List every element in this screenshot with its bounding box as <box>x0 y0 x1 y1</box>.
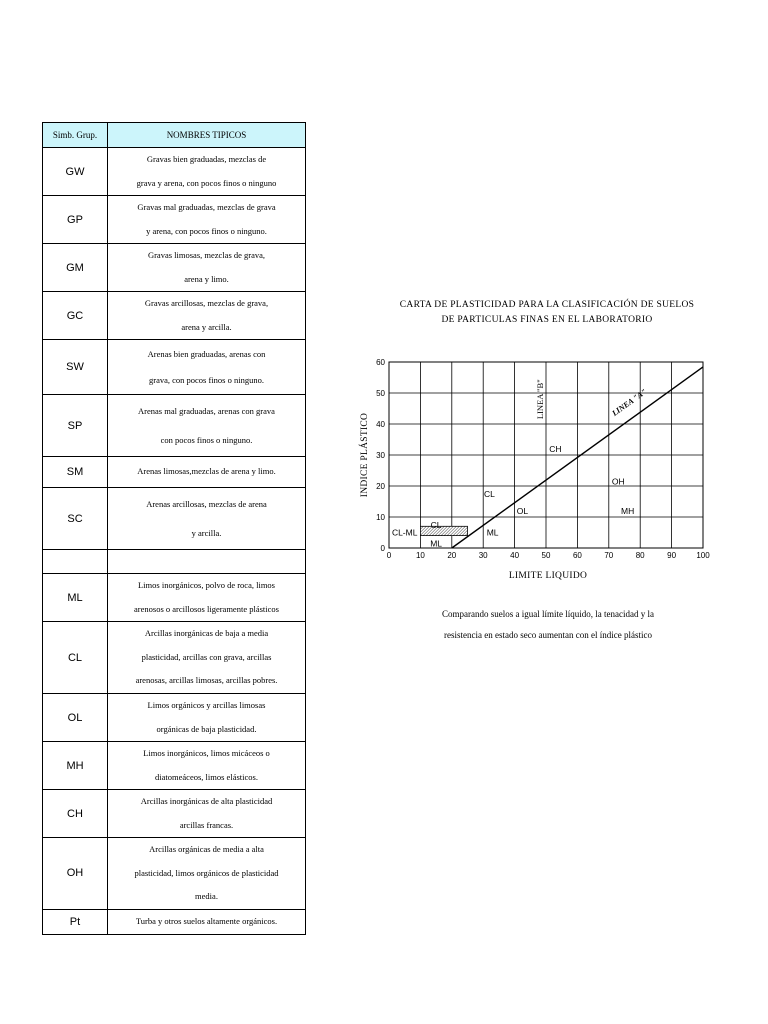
row-description <box>108 574 306 622</box>
desc-line: arena y limo. <box>184 273 229 284</box>
desc-line: con pocos finos o ninguno. <box>160 434 253 445</box>
table-row <box>43 196 306 244</box>
y-tick-label: 0 <box>380 544 385 553</box>
row-symbol: Pt <box>43 909 108 934</box>
line-b-label: LINEA "B" <box>535 379 545 420</box>
row-description <box>108 550 306 574</box>
desc-line: Arenas arcillosas, mezclas de arena <box>146 498 267 509</box>
desc-line: arcillas francas. <box>179 819 234 830</box>
desc-line: Limos inorgánicos, limos micáceos o <box>143 748 270 758</box>
row-description <box>108 622 306 694</box>
row-symbol: MH <box>43 742 108 790</box>
x-tick-label: 30 <box>478 551 488 560</box>
region-label: OH <box>611 476 625 487</box>
row-symbol: GW <box>43 148 108 196</box>
table-row <box>43 790 306 838</box>
y-tick-label: 40 <box>376 420 385 429</box>
row-description <box>108 340 306 395</box>
desc-line: y arcilla. <box>191 527 222 538</box>
x-tick-label: 40 <box>510 551 520 560</box>
row-description <box>108 742 306 790</box>
table-row <box>43 742 306 790</box>
table-row <box>43 395 306 457</box>
row-description <box>108 488 306 550</box>
table-row <box>43 909 306 934</box>
desc-line: media. <box>195 891 218 901</box>
x-tick-label: 20 <box>447 551 457 560</box>
row-description <box>108 244 306 292</box>
table-row <box>43 148 306 196</box>
chart-title-line: CARTA DE PLASTICIDAD PARA LA CLASIFICACIÓN DE SUELOS <box>399 300 695 310</box>
desc-line: arenosos o arcillosos ligeramente plásticos <box>134 603 279 614</box>
table-row <box>43 244 306 292</box>
region-label: CL <box>484 488 495 499</box>
row-symbol: OH <box>43 838 108 910</box>
table-row <box>43 488 306 550</box>
x-tick-label: 60 <box>572 551 582 560</box>
desc-line: plasticidad, arcillas con grava, arcillas <box>141 651 272 662</box>
row-symbol: GM <box>43 244 108 292</box>
desc-line: diatomeáceos, limos elásticos. <box>155 771 258 782</box>
table-row <box>43 340 306 395</box>
chart-title <box>380 298 714 328</box>
table-row <box>43 622 306 694</box>
desc-line: Gravas limosas, mezclas de grava, <box>147 250 266 260</box>
desc-line: Arenas mal graduadas, arenas con grava <box>138 405 275 416</box>
y-tick-label: 50 <box>376 389 385 398</box>
row-symbol: SM <box>43 457 108 488</box>
y-tick-label: 20 <box>376 482 385 491</box>
row-description <box>108 790 306 838</box>
row-description <box>108 148 306 196</box>
desc-line: Arenas limosas,mezclas de arena y limo. <box>137 466 276 477</box>
y-tick-label: 10 <box>376 513 385 522</box>
desc-line: plasticidad, limos orgánicos de plasticidad <box>134 867 279 878</box>
caption-line: Comparando suelos a igual límite líquido, la tenacidad y la <box>442 609 654 619</box>
desc-line: arenosas, arcillas limosas, arcillas pobres. <box>135 675 278 686</box>
desc-line: Limos orgánicos y arcillas limosas <box>147 700 266 710</box>
desc-line: Arcillas orgánicas de media a alta <box>149 844 264 854</box>
line-a-label: LINEA "A" <box>610 387 649 418</box>
desc-line: Arenas bien graduadas, arenas con <box>147 349 266 359</box>
desc-line: Arcillas inorgánicas de alta plasticidad <box>140 796 273 806</box>
desc-line: Limos inorgánicos, polvo de roca, limos <box>137 580 275 590</box>
row-symbol: ML <box>43 574 108 622</box>
hatched-band <box>420 526 467 535</box>
row-description <box>108 838 306 910</box>
desc-line: grava y arena, con pocos finos o ninguno <box>136 177 277 188</box>
row-description <box>108 395 306 457</box>
x-axis-label: LIMITE LIQUIDO <box>508 571 588 581</box>
desc-line: Gravas arcillosas, mezclas de grava, <box>144 298 269 308</box>
row-symbol: CH <box>43 790 108 838</box>
chart-title-line: DE PARTICULAS FINAS EN EL LABORATORIO <box>441 315 653 325</box>
header-names: NOMBRES TIPICOS <box>108 123 306 148</box>
row-description <box>108 457 306 488</box>
row-symbol: GC <box>43 292 108 340</box>
desc-line: Gravas mal graduadas, mezclas de grava <box>137 202 276 212</box>
x-tick-label: 90 <box>667 551 677 560</box>
region-label: CH <box>549 443 562 454</box>
table-row <box>43 457 306 488</box>
caption-line: resistencia en estado seco aumentan con el índice plástico <box>444 630 652 640</box>
region-label: OL <box>516 505 529 516</box>
header-symbol: Simb. Grup. <box>43 123 108 148</box>
desc-line: Arcillas inorgánicas de baja a media <box>144 628 269 639</box>
x-tick-label: 0 <box>386 551 392 560</box>
y-tick-label: 30 <box>376 451 385 460</box>
desc-line: Gravas bien graduadas, mezclas de <box>146 154 267 164</box>
region-label: ML <box>486 527 499 538</box>
region-label: ML <box>430 538 443 549</box>
table-row <box>43 574 306 622</box>
chart-caption <box>400 604 696 646</box>
table-row <box>43 838 306 910</box>
region-label: CL <box>430 519 442 530</box>
desc-line: arena y arcilla. <box>181 321 232 332</box>
region-label: CL-ML <box>391 527 418 538</box>
x-tick-label: 10 <box>415 551 425 560</box>
desc-line: orgánicas de baja plasticidad. <box>156 723 257 734</box>
x-tick-label: 100 <box>696 551 710 560</box>
x-tick-label: 50 <box>541 551 551 560</box>
row-symbol: OL <box>43 694 108 742</box>
y-axis-label: INDICE PLÁSTICO <box>360 412 370 498</box>
desc-line: grava, con pocos finos o ninguno. <box>149 375 264 385</box>
row-symbol: SW <box>43 340 108 395</box>
plasticity-chart <box>352 350 722 590</box>
row-symbol: SC <box>43 488 108 550</box>
table-header-row <box>43 123 306 148</box>
row-description <box>108 292 306 340</box>
row-symbol: CL <box>43 622 108 694</box>
table-row <box>43 292 306 340</box>
desc-line: y arena, con pocos finos o ninguno. <box>146 225 267 236</box>
y-tick-label: 60 <box>376 358 385 367</box>
table-row <box>43 550 306 574</box>
row-description <box>108 909 306 934</box>
row-symbol: GP <box>43 196 108 244</box>
region-label: MH <box>621 505 635 516</box>
x-tick-label: 70 <box>604 551 614 560</box>
row-symbol: SP <box>43 395 108 457</box>
table-row <box>43 694 306 742</box>
soil-classification-table <box>42 122 306 935</box>
row-symbol <box>43 550 108 574</box>
desc-line: Turba y otros suelos altamente orgánicos. <box>135 915 278 926</box>
row-description <box>108 694 306 742</box>
row-description <box>108 196 306 244</box>
x-tick-label: 80 <box>635 551 645 560</box>
